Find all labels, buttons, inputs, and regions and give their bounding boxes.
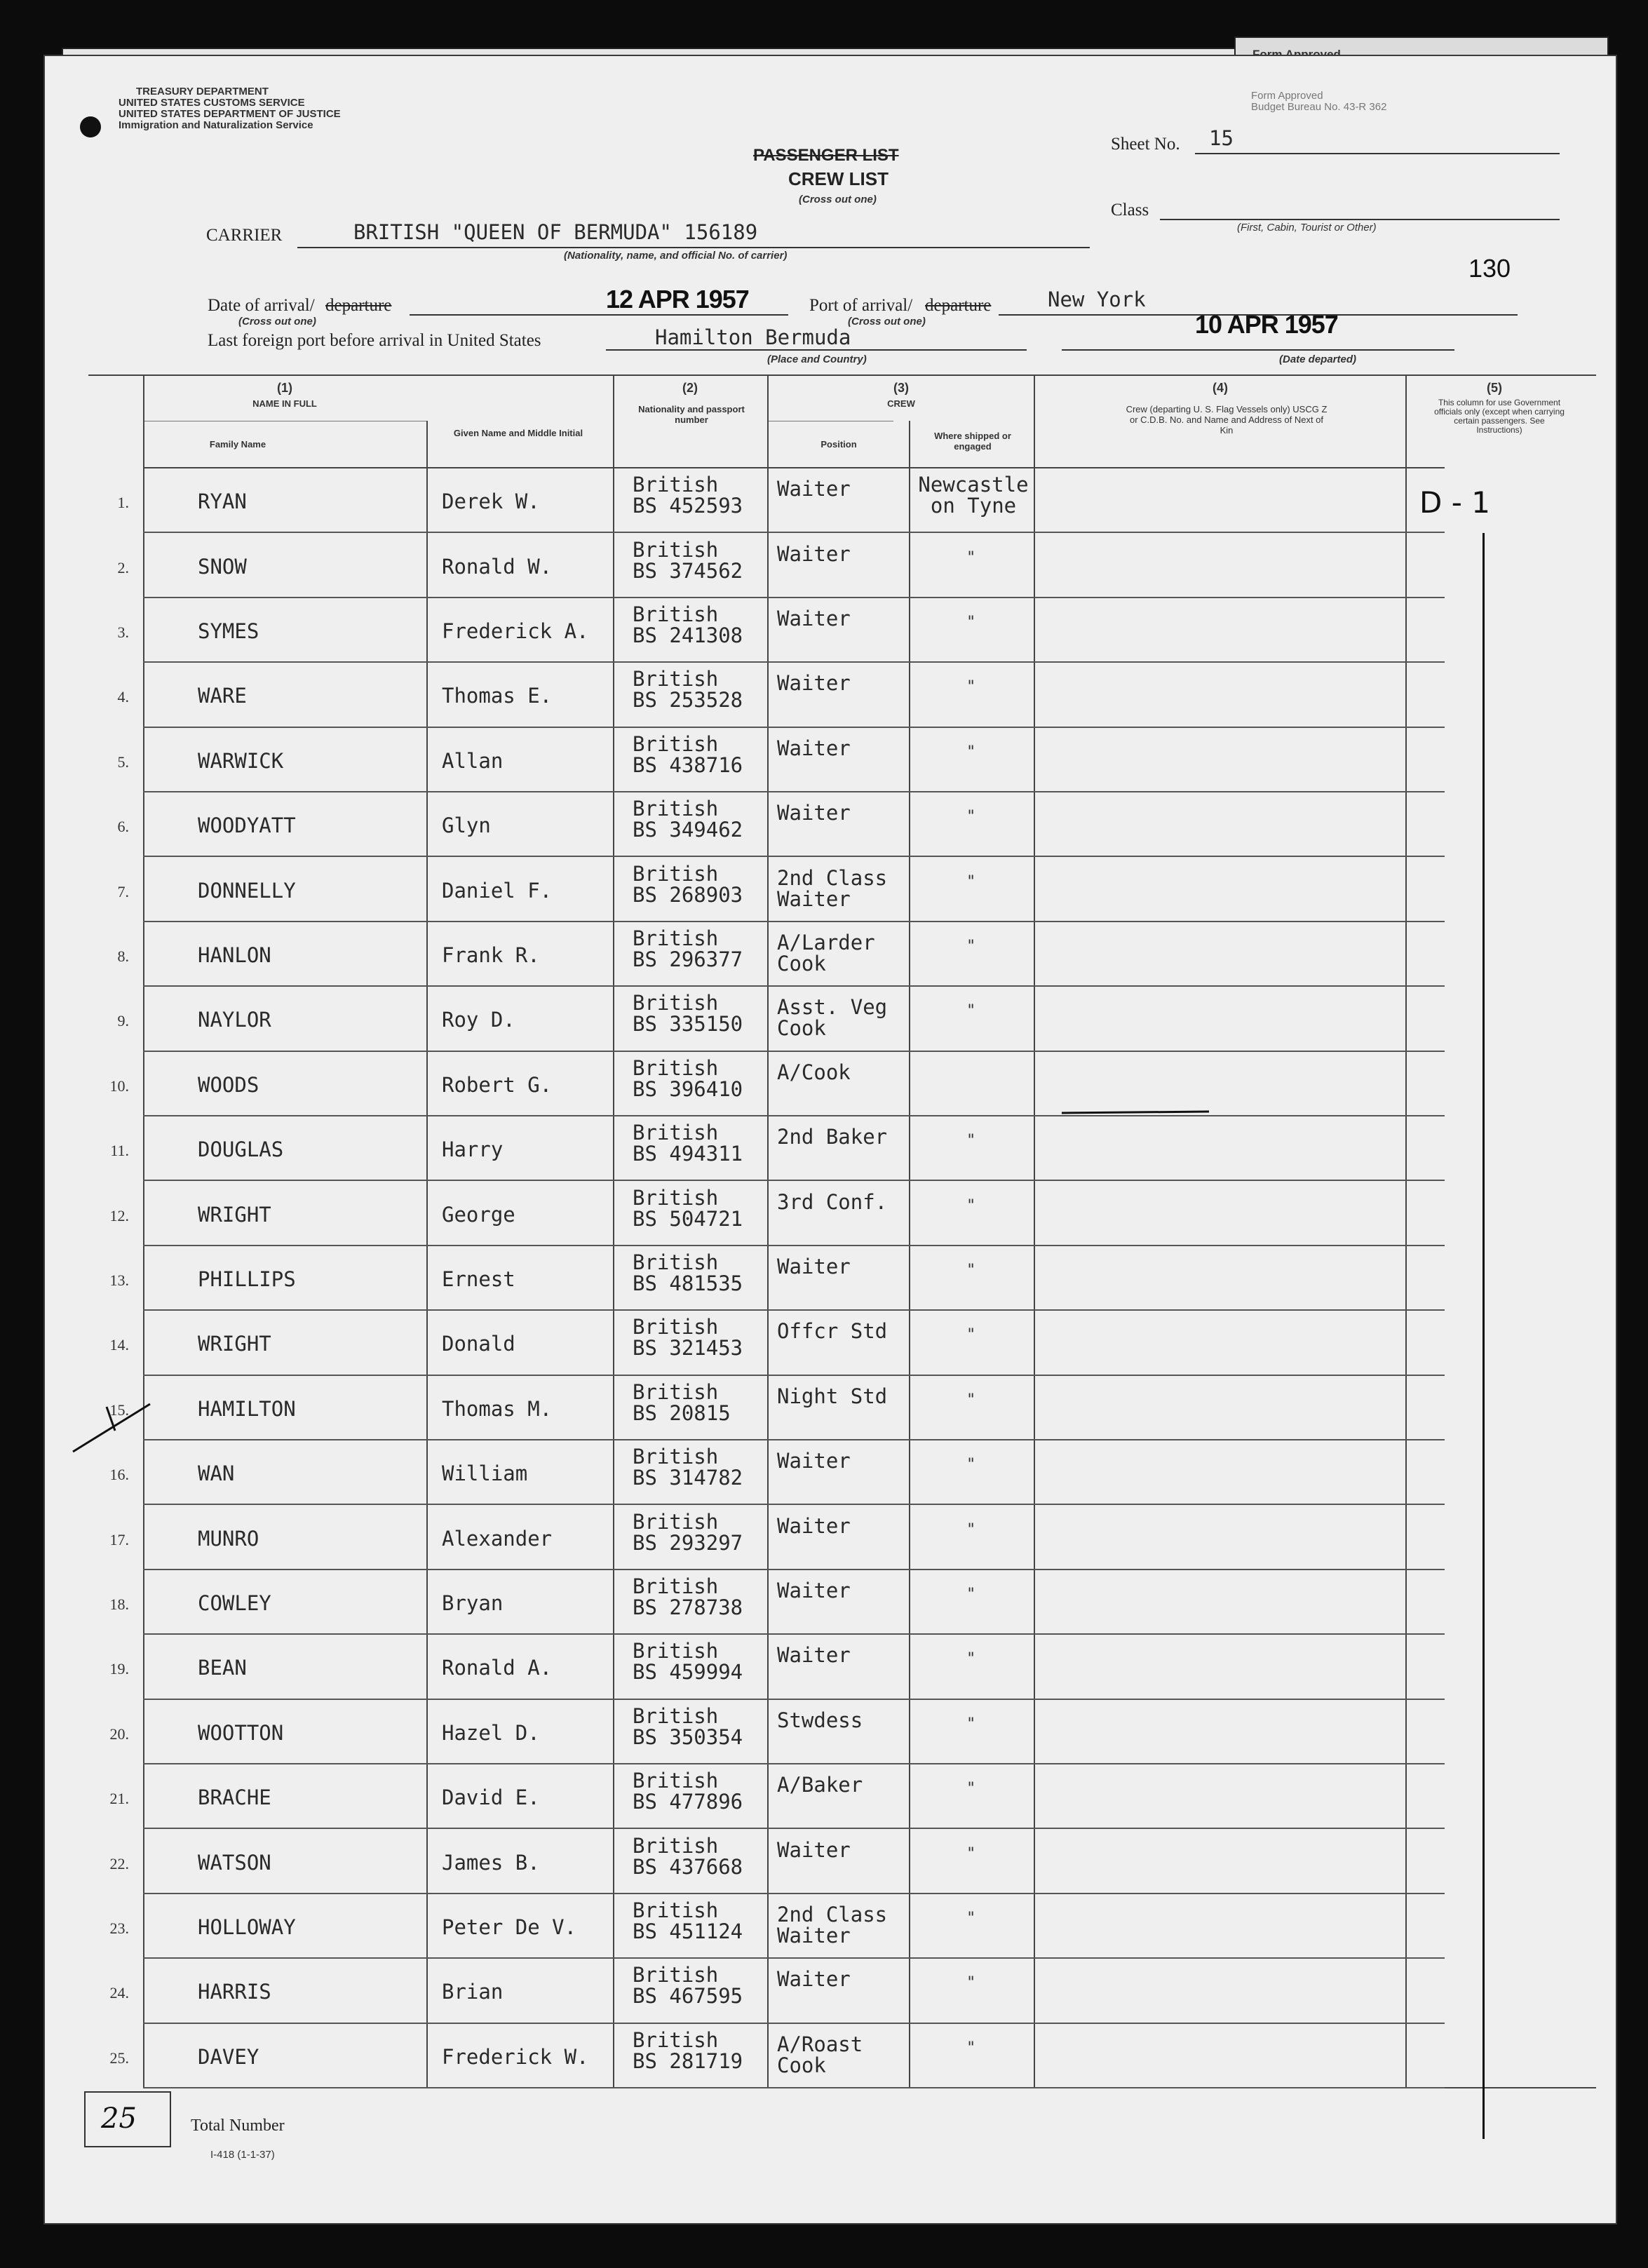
date-cross-hint: (Cross out one) (238, 316, 316, 328)
given-name: Ronald W. (442, 555, 553, 579)
family-name: COWLEY (198, 1591, 271, 1615)
passport-number: BS 459994 (633, 1660, 743, 1684)
family-name: HAMILTON (198, 1397, 296, 1421)
margin-mark: D - 1 (1419, 485, 1490, 520)
position: Waiter (777, 477, 851, 501)
position: Waiter (777, 1967, 851, 1991)
form-code: I-418 (1-1-37) (210, 2149, 275, 2161)
position: 2nd Baker (777, 1125, 888, 1149)
row-number: 11. (110, 1142, 129, 1159)
ditto-mark: " (966, 1780, 976, 1797)
nationality: British (633, 1898, 719, 1922)
position: Waiter (777, 1643, 851, 1667)
family-name: NAYLOR (198, 1008, 271, 1032)
nationality: British (633, 926, 719, 950)
crew-list-sheet (43, 55, 1617, 2225)
passport-number: BS 253528 (633, 688, 743, 712)
last-port-value: Hamilton Bermuda (655, 325, 851, 349)
nationality: British (633, 1704, 719, 1728)
given-name: Peter De V. (442, 1915, 577, 1939)
family-name: SNOW (198, 555, 247, 579)
passport-number: BS 314782 (633, 1466, 743, 1490)
col5-number: (5) (1487, 381, 1502, 395)
dept-customs: UNITED STATES CUSTOMS SERVICE (119, 97, 305, 109)
given-name: Allan (442, 749, 504, 773)
given-name: David E. (442, 1786, 540, 1809)
position: 3rd Conf. (777, 1190, 888, 1214)
row-number: 20. (109, 1725, 129, 1743)
carrier-label: CARRIER (206, 226, 283, 245)
passport-number: BS 20815 (633, 1401, 731, 1425)
nationality: British (633, 797, 719, 821)
position: Waiter (777, 542, 851, 566)
row-number: 19. (109, 1660, 129, 1678)
passport-number: BS 481535 (633, 1271, 743, 1295)
row-number: 17. (109, 1531, 129, 1548)
ditto-mark: " (966, 1262, 976, 1279)
nationality: British (633, 1963, 719, 1987)
given-name: Hazel D. (442, 1721, 540, 1745)
nationality: British (633, 1834, 719, 1858)
shipped-header: Where shipped or engaged (934, 431, 1011, 452)
row-number: 13. (109, 1271, 129, 1289)
total-box (84, 2091, 171, 2147)
ditto-mark: " (966, 614, 976, 631)
position: Night Std (777, 1384, 888, 1408)
passport-number: BS 281719 (633, 2049, 743, 2073)
total-label: Total Number (191, 2117, 285, 2135)
ditto-mark: " (966, 1456, 976, 1473)
ditto-mark: " (966, 2039, 976, 2057)
row-number: 10. (109, 1077, 129, 1095)
date-arrival-label: Date of arrival/ (208, 296, 315, 315)
given-name: Glyn (442, 814, 491, 837)
passport-number: BS 268903 (633, 883, 743, 907)
position: Waiter (777, 736, 851, 760)
given-name: Thomas M. (442, 1397, 553, 1421)
passport-number: BS 467595 (633, 1984, 743, 2008)
passport-number: BS 349462 (633, 818, 743, 842)
ditto-mark: " (966, 808, 976, 825)
port-cross-hint: (Cross out one) (848, 316, 926, 328)
row-number: 7. (117, 883, 129, 900)
position: Waiter (777, 1514, 851, 1538)
passport-number: BS 452593 (633, 494, 743, 518)
port-value: New York (1048, 288, 1146, 311)
row-number: 18. (109, 1595, 129, 1613)
ditto-mark: " (966, 1910, 976, 1927)
family-name: PHILLIPS (198, 1267, 296, 1291)
row-number: 14. (109, 1336, 129, 1354)
given-name: Daniel F. (442, 879, 553, 903)
row-number: 25. (109, 2049, 129, 2067)
given-name-header: Given Name and Middle Initial (453, 428, 583, 438)
total-value: 25 (101, 2102, 137, 2135)
position: Waiter (777, 1838, 851, 1862)
nationality: British (633, 1574, 719, 1598)
given-name: Derek W. (442, 490, 540, 513)
ditto-mark: " (966, 1974, 976, 1992)
passport-number: BS 396410 (633, 1077, 743, 1101)
carrier-hint: (Nationality, name, and official No. of carrier) (564, 250, 788, 262)
ditto-mark: " (966, 1845, 976, 1863)
last-port-hint: (Place and Country) (767, 353, 867, 365)
given-name: George (442, 1203, 515, 1227)
position: Offcr Std (777, 1319, 888, 1343)
passport-number: BS 451124 (633, 1919, 743, 1943)
col5-title: This column for use Government officials only (except when carrying certain passengers. See Instructions) (1434, 398, 1565, 435)
given-name: James B. (442, 1851, 540, 1875)
sheet-number: 15 (1209, 126, 1234, 150)
given-name: Ernest (442, 1267, 515, 1291)
position: A/Roast Cook (777, 2032, 863, 2077)
ditto-mark: " (966, 873, 976, 891)
passport-number: BS 293297 (633, 1531, 743, 1555)
departed-hint: (Date departed) (1279, 353, 1357, 365)
col1-number: (1) (277, 381, 292, 395)
crew-list-title: CREW LIST (788, 168, 889, 189)
family-name: HARRIS (198, 1980, 271, 2004)
given-name: Frank R. (442, 943, 540, 967)
class-label: Class (1111, 201, 1149, 220)
family-name-header: Family Name (209, 439, 266, 450)
row-number: 3. (117, 623, 129, 641)
family-name: WOODS (198, 1073, 259, 1097)
ditto-mark: " (966, 1586, 976, 1603)
last-port-label: Last foreign port before arrival in United States (208, 331, 541, 350)
given-name: Brian (442, 1980, 504, 2004)
given-name: Roy D. (442, 1008, 515, 1032)
carrier-value: BRITISH "QUEEN OF BERMUDA" 156189 (353, 220, 758, 244)
given-name: Frederick A. (442, 619, 589, 643)
given-name: Robert G. (442, 1073, 553, 1097)
row-number: 1. (117, 494, 129, 511)
family-name: WATSON (198, 1851, 271, 1875)
passport-number: BS 374562 (633, 559, 743, 583)
passport-number: BS 350354 (633, 1725, 743, 1749)
passport-number: BS 296377 (633, 947, 743, 971)
family-name: HOLLOWAY (198, 1915, 296, 1939)
given-name: William (442, 1462, 528, 1485)
family-name: WARWICK (198, 749, 284, 773)
passport-number: BS 335150 (633, 1012, 743, 1036)
row-number: 16. (109, 1466, 129, 1483)
family-name: WARE (198, 684, 247, 708)
position: A/Larder Cook (777, 931, 875, 976)
nationality: British (633, 1769, 719, 1793)
col2-number: (2) (682, 381, 698, 395)
passport-number: BS 278738 (633, 1595, 743, 1619)
ditto-mark: " (966, 1650, 976, 1668)
nationality: British (633, 732, 719, 756)
nationality: British (633, 991, 719, 1015)
row-number: 15. (109, 1401, 129, 1419)
nationality: British (633, 1186, 719, 1210)
ditto-mark: " (966, 678, 976, 696)
family-name: SYMES (198, 619, 259, 643)
ditto-mark: " (966, 1715, 976, 1733)
passport-number: BS 438716 (633, 753, 743, 777)
form-approved: Form Approved (1251, 90, 1323, 102)
family-name: WOODYATT (198, 814, 296, 837)
arrival-date-stamp: 12 APR 1957 (606, 285, 749, 313)
nationality: British (633, 1510, 719, 1534)
shipped-engaged: Newcastle on Tyne (918, 473, 1029, 518)
row-number: 24. (109, 1984, 129, 2002)
nationality: British (633, 1380, 719, 1404)
passenger-list-struck: PASSENGER LIST (753, 146, 899, 165)
family-name: BRACHE (198, 1786, 271, 1809)
family-name: DOUGLAS (198, 1138, 284, 1161)
ditto-mark: " (966, 1002, 976, 1020)
position: Waiter (777, 1255, 851, 1278)
nationality: British (633, 667, 719, 691)
family-name: WAN (198, 1462, 235, 1485)
position: Waiter (777, 671, 851, 695)
nationality: British (633, 2028, 719, 2052)
class-hint: (First, Cabin, Tourist or Other) (1237, 222, 1377, 234)
given-name: Ronald A. (442, 1656, 553, 1680)
given-name: Thomas E. (442, 684, 553, 708)
position: Waiter (777, 801, 851, 825)
ditto-mark: " (966, 1197, 976, 1215)
passport-number: BS 437668 (633, 1855, 743, 1879)
pen-marks (45, 56, 1616, 2223)
sheet-label: Sheet No. (1111, 135, 1180, 154)
position: 2nd Class Waiter (777, 1903, 888, 1948)
row-number: 12. (109, 1207, 129, 1224)
position-header: Position (820, 439, 857, 450)
page-number: 130 (1468, 254, 1511, 283)
row-number: 6. (117, 818, 129, 835)
row-number: 9. (117, 1012, 129, 1030)
family-name: HANLON (198, 943, 271, 967)
nationality: British (633, 1250, 719, 1274)
ditto-mark: " (966, 1326, 976, 1344)
position: A/Baker (777, 1773, 863, 1797)
nationality: British (633, 602, 719, 626)
passport-number: BS 504721 (633, 1207, 743, 1231)
family-name: BEAN (198, 1656, 247, 1680)
col3-number: (3) (893, 381, 909, 395)
ditto-mark: " (966, 938, 976, 955)
nationality: British (633, 538, 719, 562)
col2-title: Nationality and passport number (638, 404, 745, 425)
family-name: WRIGHT (198, 1203, 271, 1227)
ditto-mark: " (966, 549, 976, 567)
nationality: British (633, 1639, 719, 1663)
passport-number: BS 241308 (633, 623, 743, 647)
given-name: Harry (442, 1138, 504, 1161)
nationality: British (633, 1056, 719, 1080)
ditto-mark: " (966, 1391, 976, 1409)
position: Waiter (777, 607, 851, 630)
budget-number: Budget Bureau No. 43-R 362 (1251, 101, 1387, 113)
family-name: DONNELLY (198, 879, 296, 903)
family-name: RYAN (198, 490, 247, 513)
row-number: 4. (117, 688, 129, 706)
given-name: Bryan (442, 1591, 504, 1615)
nationality: British (633, 862, 719, 886)
ditto-mark: " (966, 743, 976, 761)
dept-treasury: TREASURY DEPARTMENT (136, 86, 269, 97)
port-departure-struck: departure (925, 296, 992, 315)
given-name: Alexander (442, 1527, 553, 1551)
col4-title: Crew (departing U. S. Flag Vessels only) USCG Z or C.D.B. No. and Name and Address of Next of Kin (1126, 404, 1328, 436)
nationality: British (633, 1445, 719, 1469)
row-number: 5. (117, 753, 129, 771)
col1-title: NAME IN FULL (252, 398, 317, 409)
cross-out-hint: (Cross out one) (799, 194, 877, 205)
family-name: MUNRO (198, 1527, 259, 1551)
passport-number: BS 494311 (633, 1142, 743, 1166)
departed-date-stamp: 10 APR 1957 (1195, 310, 1338, 339)
row-number: 22. (109, 1855, 129, 1872)
row-number: 2. (117, 559, 129, 576)
row-number: 21. (109, 1790, 129, 1807)
given-name: Donald (442, 1332, 515, 1356)
given-name: Frederick W. (442, 2045, 589, 2069)
dept-immigration: Immigration and Naturalization Service (119, 119, 313, 131)
position: Waiter (777, 1449, 851, 1473)
family-name: WOOTTON (198, 1721, 284, 1745)
position: 2nd Class Waiter (777, 866, 888, 911)
dept-justice: UNITED STATES DEPARTMENT OF JUSTICE (119, 108, 341, 120)
passport-number: BS 321453 (633, 1336, 743, 1360)
col4-number: (4) (1213, 381, 1228, 395)
passport-number: BS 477896 (633, 1790, 743, 1814)
ditto-mark: " (966, 1132, 976, 1149)
position: A/Cook (777, 1060, 851, 1084)
date-departure-struck: departure (325, 296, 392, 315)
nationality: British (633, 1121, 719, 1145)
nationality: British (633, 473, 719, 497)
ditto-mark: " (966, 1521, 976, 1539)
nationality: British (633, 1315, 719, 1339)
family-name: WRIGHT (198, 1332, 271, 1356)
row-number: 8. (117, 947, 129, 965)
row-number: 23. (109, 1919, 129, 1937)
port-label: Port of arrival/ (809, 296, 913, 315)
position: Waiter (777, 1579, 851, 1602)
position: Stwdess (777, 1708, 863, 1732)
col3-title: CREW (887, 398, 915, 409)
family-name: DAVEY (198, 2045, 259, 2069)
position: Asst. Veg Cook (777, 995, 888, 1040)
